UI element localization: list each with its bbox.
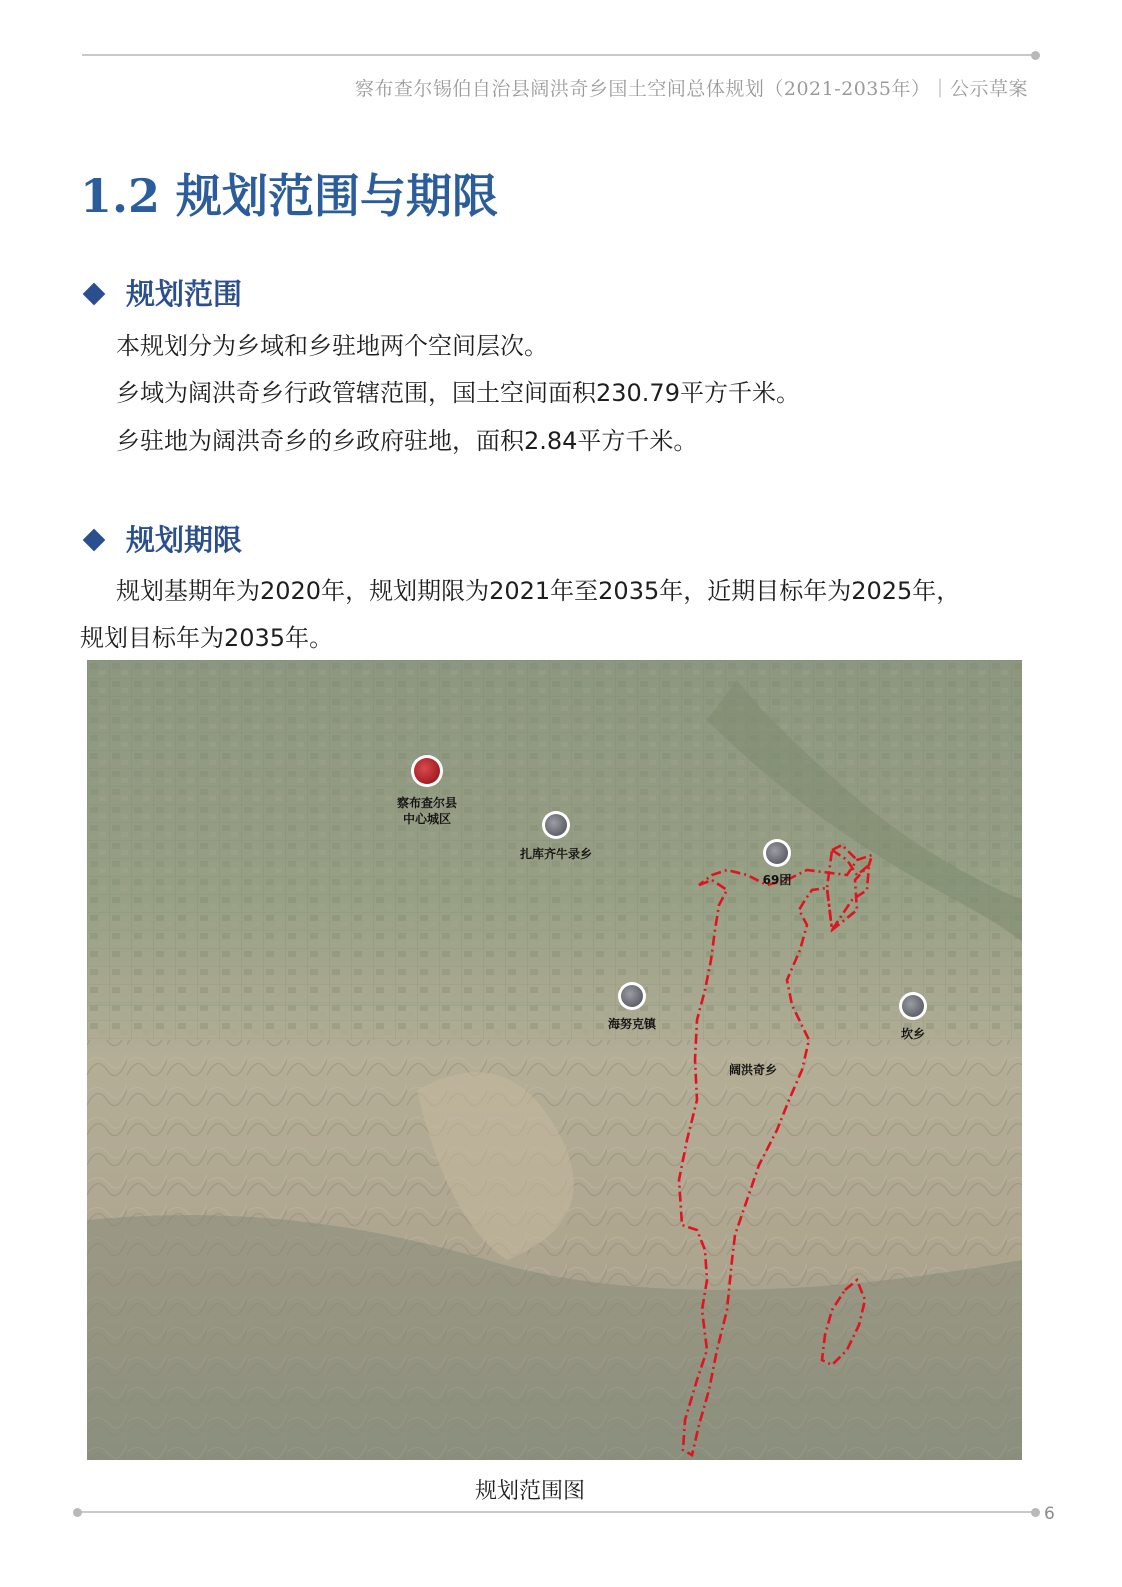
header-rule [82, 54, 1032, 56]
svg-text:扎库齐牛录乡: 扎库齐牛录乡 [519, 847, 593, 861]
footer-rule-dot-right [1031, 1508, 1040, 1517]
planning-scope-map [87, 660, 1022, 1460]
map-caption: 规划范围图 [474, 1479, 585, 1504]
page-number: 6 [1044, 1504, 1055, 1524]
svg-text:海努克镇: 海努克镇 [607, 1017, 657, 1031]
period-line-2: 规划目标年为2035年。 [80, 624, 334, 652]
footer-rule [78, 1511, 1033, 1513]
section-title: 1.2 规划范围与期限 [80, 169, 499, 223]
period-heading [82, 518, 242, 559]
scope-line-2: 乡域为阔洪奇乡行政管辖范围，国土空间面积230.79平方千米。 [116, 379, 800, 407]
header-rule-dot [1031, 51, 1040, 60]
svg-text:69团: 69团 [762, 873, 792, 887]
svg-text:坎乡: 坎乡 [900, 1027, 926, 1041]
region-label-kuohongqi: 阔洪奇乡 [728, 1063, 778, 1077]
scope-heading-text: 规划范围 [126, 277, 243, 311]
period-line-1: 规划基期年为2020年，规划期限为2021年至2035年，近期目标年为2025年， [116, 577, 961, 605]
scope-heading [82, 272, 242, 313]
svg-text:察布查尔县: 察布查尔县 [396, 796, 458, 810]
diamond-bullet-icon [83, 529, 106, 552]
diamond-bullet-icon [83, 283, 106, 306]
period-heading-text: 规划期限 [126, 523, 243, 557]
document-header-title: 察布查尔锡伯自治县阔洪奇乡国土空间总体规划（2021-2035年）｜公示草案 [354, 78, 1028, 100]
scope-line-1: 本规划分为乡域和乡驻地两个空间层次。 [116, 332, 548, 360]
footer-rule-dot-left [73, 1508, 82, 1517]
svg-text:中心城区: 中心城区 [402, 812, 452, 826]
scope-line-3: 乡驻地为阔洪奇乡的乡政府驻地，面积2.84平方千米。 [116, 427, 698, 455]
